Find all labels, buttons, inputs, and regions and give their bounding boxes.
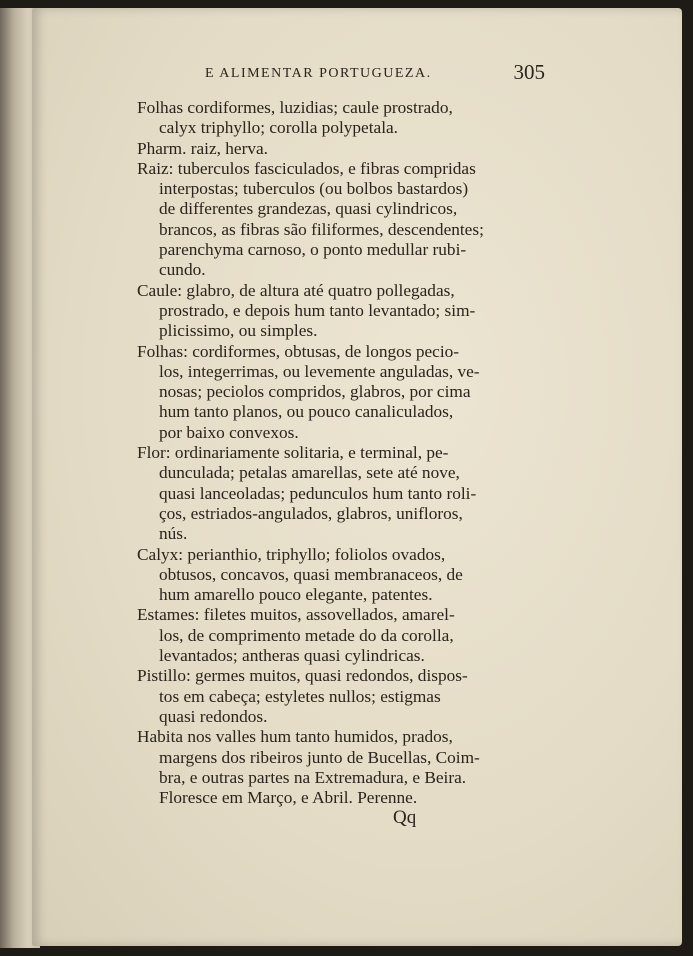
text-line: Pharm. raiz, herva. (137, 138, 268, 158)
text-line: hum amarello pouco elegante, patentes. (159, 585, 433, 605)
text-entry (137, 666, 557, 727)
text-line: plicissimo, ou simples. (159, 321, 318, 341)
text-entry (137, 281, 557, 342)
text-line: los, integerrimas, ou levemente anguladas, ve- (159, 361, 480, 381)
text-line: quasi lanceoladas; pedunculos hum tanto roli- (159, 483, 477, 503)
text-line: los, de comprimento metade do da corolla, (159, 625, 454, 645)
page-body-text (137, 98, 557, 808)
text-line: Caule: glabro, de altura até quatro pollegadas, (137, 280, 455, 300)
text-line: Estames: filetes muitos, assovellados, amarel- (137, 605, 455, 625)
text-line: nosas; peciolos compridos, glabros, por cima (159, 382, 471, 402)
text-line: interpostas; tuberculos (ou bolbos bastardos) (159, 179, 469, 199)
text-entry (137, 545, 557, 606)
text-line: bra, e outras partes na Extremadura, e Beira. (159, 767, 467, 787)
text-entry (137, 342, 557, 443)
page-number: 305 (513, 60, 545, 84)
text-line: margens dos ribeiros junto de Bucellas, Coim- (159, 747, 480, 767)
text-line: levantados; antheras quasi cylindricas. (159, 646, 425, 666)
text-line: calyx triphyllo; corolla polypetala. (159, 118, 398, 138)
text-line: brancos, as fibras são filiformes, descendentes; (159, 219, 484, 239)
text-line: nús. (159, 524, 188, 544)
text-line: de differentes grandezas, quasi cylindricos, (159, 199, 458, 219)
text-entry (137, 139, 557, 159)
text-line: Calyx: perianthio, triphyllo; foliolos ovados, (137, 544, 446, 564)
text-line: ços, estriados-angulados, glabros, unifloros, (159, 503, 463, 523)
text-line: Raiz: tuberculos fasciculados, e fibras compridas (137, 158, 476, 178)
text-line: por baixo convexos. (159, 422, 299, 442)
text-line: quasi redondos. (159, 706, 268, 726)
text-line: tos em cabeça; estyletes nullos; estigmas (159, 686, 441, 706)
text-line: Folhas cordiformes, luzidias; caule prostrado, (137, 98, 453, 117)
text-line: parenchyma carnoso, o ponto medullar rubi- (159, 240, 467, 260)
signature-mark: Qq (393, 807, 417, 828)
text-line: hum tanto planos, ou pouco canaliculados, (159, 402, 454, 422)
text-line: Floresce em Março, e Abril. Perenne. (159, 788, 418, 808)
text-line: dunculada; petalas amarellas, sete até nove, (159, 463, 460, 483)
text-line: cundo. (159, 260, 206, 280)
text-line: Habita nos valles hum tanto humidos, prados, (137, 727, 453, 747)
text-entry (137, 159, 557, 281)
text-line: Flor: ordinariamente solitaria, e terminal, pe- (137, 443, 449, 463)
text-line: Pistillo: germes muitos, quasi redondos, dispos- (137, 666, 468, 686)
text-line: Folhas: cordiformes, obtusas, de longos pecio- (137, 341, 460, 361)
text-entry (137, 443, 557, 544)
text-entry (137, 605, 557, 666)
text-line: obtusos, concavos, quasi membranaceos, de (159, 564, 463, 584)
text-entry (137, 727, 557, 808)
text-line: prostrado, e depois hum tanto levantado; sim- (159, 300, 476, 320)
running-title: E ALIMENTAR PORTUGUEZA. (205, 66, 432, 81)
text-entry (137, 98, 557, 139)
